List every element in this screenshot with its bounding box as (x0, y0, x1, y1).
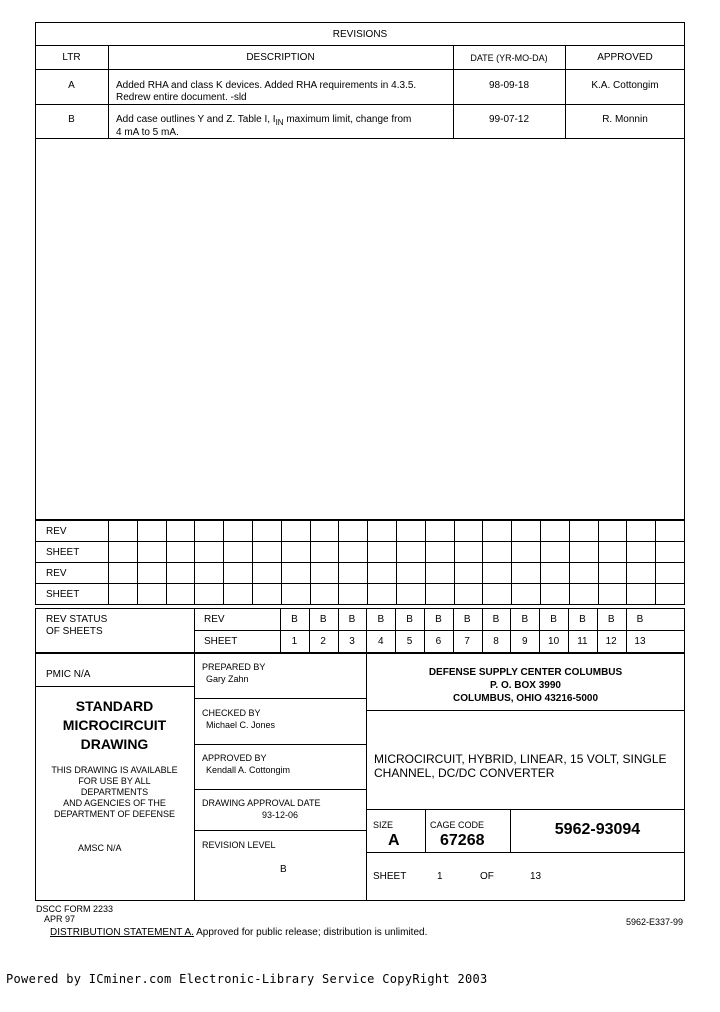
rev-status-rev-cell: B (579, 614, 586, 625)
rev-status-rev-label: REV (204, 614, 225, 625)
rev-status-sheet-cell: 5 (406, 636, 413, 647)
grid-label-rev-2: REV (36, 563, 109, 584)
checked-name: Michael C. Jones (206, 720, 276, 730)
rev-a-ltr: A (68, 80, 75, 91)
rev-status-label-2: OF SHEETS (46, 626, 103, 637)
rev-b-approved: R. Monnin (602, 114, 648, 125)
rev-status-sheet-label: SHEET (204, 636, 238, 647)
header-ltr: LTR (62, 52, 81, 63)
standard-line3: DRAWING (80, 736, 149, 752)
rev-status-label-1: REV STATUS (46, 614, 108, 625)
size-value: A (388, 832, 400, 849)
sheet-number: 1 (437, 871, 443, 882)
rev-status-rev-cell: B (521, 614, 529, 625)
prepared-name: Gary Zahn (206, 674, 249, 684)
checked-label: CHECKED BY (202, 708, 261, 718)
availability-line5: DEPARTMENT OF DEFENSE (53, 809, 176, 819)
availability-line2: FOR USE BY ALL (78, 776, 151, 786)
prepared-label: PREPARED BY (202, 662, 266, 672)
distribution-label: DISTRIBUTION STATEMENT A. (50, 927, 194, 938)
rev-status-rev-cell: B (463, 614, 471, 625)
availability-line4: AND AGENCIES OF THE (63, 798, 166, 808)
rev-status-rev-cell: B (550, 614, 557, 625)
sheet-of: OF (480, 871, 494, 882)
rev-a-desc-line1: Added RHA and class K devices. Added RHA requirements in 4.3.5. (116, 80, 417, 91)
distribution-statement (50, 927, 427, 939)
pmic-label: PMIC N/A (46, 669, 91, 680)
rev-a-approved: K.A. Cottongim (591, 80, 659, 91)
title-line1: MICROCIRCUIT, HYBRID, LINEAR, 15 VOLT, SINGLE (374, 752, 667, 766)
rev-status-rev-cell: B (291, 614, 298, 625)
standard-line2: MICROCIRCUIT (62, 717, 167, 733)
rev-sheet-grid (35, 520, 685, 605)
header-description: DESCRIPTION (246, 52, 315, 63)
revisions-title: REVISIONS (332, 29, 388, 40)
table-row (36, 521, 685, 542)
availability-line1: THIS DRAWING IS AVAILABLE (51, 765, 178, 775)
approval-date-value: 93-12-06 (262, 810, 299, 820)
rev-status-sheet-cell: 4 (378, 636, 384, 647)
rev-status-sheet-cell: 13 (634, 636, 646, 647)
revision-level-label: REVISION LEVEL (202, 840, 276, 850)
sheet-total: 13 (530, 871, 542, 882)
rev-b-ltr: B (68, 114, 75, 125)
rev-status-sheet-cell: 7 (464, 636, 470, 647)
grid-label-sheet-1: SHEET (36, 542, 109, 563)
rev-status-sheet-cell: 3 (349, 636, 355, 647)
standard-line1: STANDARD (75, 698, 154, 714)
rev-status-rev-cell: B (319, 614, 327, 625)
table-row (36, 584, 685, 605)
distribution-text: Approved for public release; distribution is unlimited. (193, 927, 428, 938)
agency-line2: P. O. BOX 3990 (490, 680, 561, 691)
rev-status-rev-cell: B (492, 614, 500, 625)
rev-status-rev-cell: B (636, 614, 644, 625)
size-label: SIZE (373, 820, 394, 830)
agency-line1: DEFENSE SUPPLY CENTER COLUMBUS (428, 667, 623, 678)
grid-label-rev-1: REV (36, 521, 109, 542)
rev-b-date: 99-07-12 (488, 114, 530, 125)
rev-status-rev-cell: B (406, 614, 413, 625)
footer-copyright: Powered by ICminer.com Electronic-Library Service CopyRight 2003 (6, 972, 488, 986)
rev-b-desc-line2: 4 mA to 5 mA. (116, 127, 179, 138)
approval-date-label: DRAWING APPROVAL DATE (202, 798, 321, 808)
rev-a-desc-line2: Redrew entire document. -sld (116, 92, 247, 103)
rev-status-rev-cell: B (607, 614, 615, 625)
rev-status-sheet-cell: 11 (577, 636, 588, 647)
header-date: DATE (YR-MO-DA) (470, 53, 548, 63)
rev-status-sheet-cell: 8 (493, 636, 499, 647)
header-approved: APPROVED (597, 52, 653, 63)
rev-status-sheet-cell: 10 (548, 636, 560, 647)
sheet-label: SHEET (373, 871, 407, 882)
rev-a-date: 98-09-18 (488, 80, 530, 91)
rev-status-sheet-cell: 6 (435, 636, 442, 647)
rev-status-sheet-cell: 1 (291, 636, 298, 647)
cage-label: CAGE CODE (430, 820, 485, 830)
title-line2: CHANNEL, DC/DC CONVERTER (374, 766, 555, 780)
grid-label-sheet-2: SHEET (36, 584, 109, 605)
form-line1: DSCC FORM 2233 (36, 904, 114, 914)
cage-value: 67268 (440, 832, 485, 849)
approved-name: Kendall A. Cottongim (206, 765, 291, 775)
agency-line3: COLUMBUS, OHIO 43216-5000 (452, 693, 599, 704)
form-line2: APR 97 (44, 914, 76, 924)
rev-status-sheet-cell: 12 (605, 636, 617, 647)
rev-b-desc-line1: Add case outlines Y and Z. Table I, $I_{IN}$ maximum limit, change from (116, 114, 412, 127)
rev-status-rev-cell: B (348, 614, 356, 625)
table-row (36, 542, 685, 563)
document-id: 5962-E337-99 (626, 917, 684, 927)
revision-level-value: B (280, 864, 287, 875)
rev-status-rev-cell: B (377, 614, 385, 625)
availability-line3: DEPARTMENTS (80, 787, 149, 797)
table-row (36, 563, 685, 584)
rev-status-rev-cell: B (435, 614, 442, 625)
rev-b-desc-subscript: IN (275, 118, 284, 127)
drawing-number: 5962-93094 (554, 821, 641, 838)
approved-label: APPROVED BY (202, 753, 267, 763)
rev-status-sheet-cell: 2 (320, 636, 326, 647)
amsc-label: AMSC N/A (78, 843, 122, 853)
rev-status-sheet-cell: 9 (522, 636, 528, 647)
